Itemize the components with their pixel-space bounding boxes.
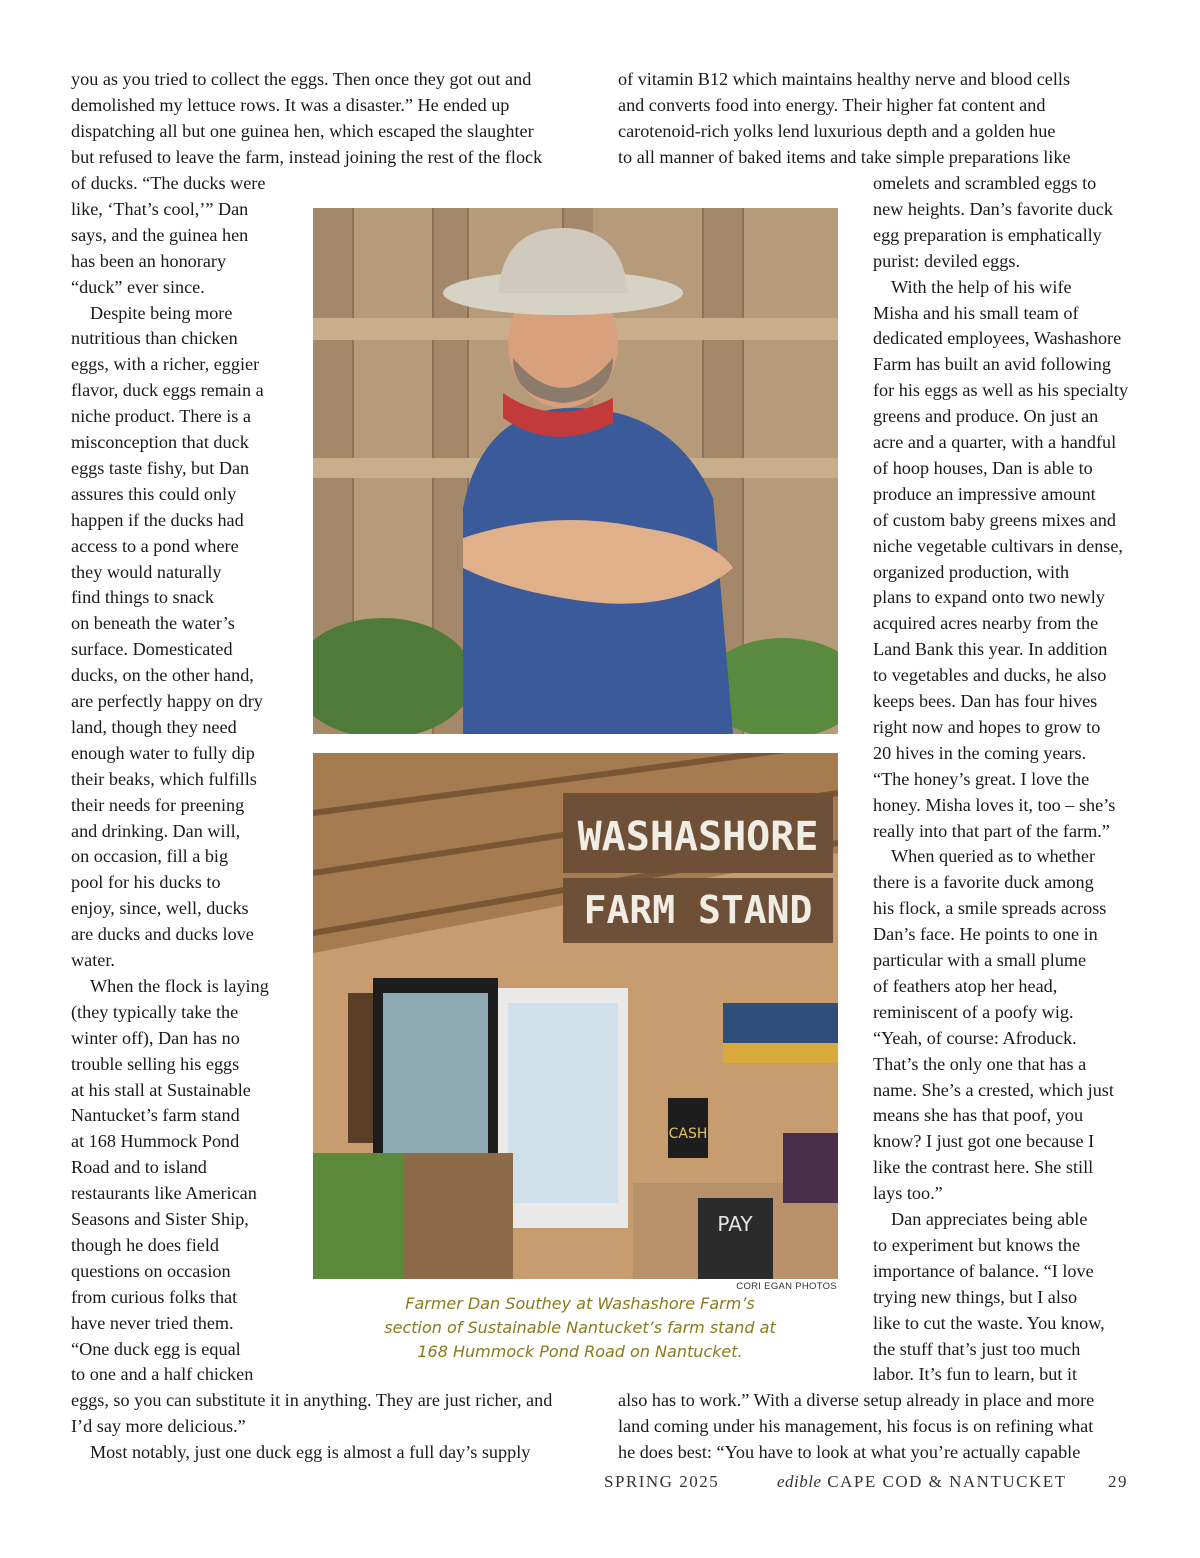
body-text-line: of ducks. “The ducks were xyxy=(71,173,266,193)
body-text-line: right now and hopes to grow to xyxy=(873,716,1101,737)
body-text-line: to experiment but knows the xyxy=(873,1234,1081,1255)
body-text-line: flavor, duck eggs remain a xyxy=(71,380,264,401)
footer-magazine-title xyxy=(777,1472,1067,1492)
body-text-line: acquired acres nearby from the xyxy=(873,613,1099,634)
body-text-line: dispatching all but one guinea hen, which escaped the slaughter xyxy=(71,120,534,141)
body-text-line: Misha and his small team of xyxy=(873,302,1079,323)
body-text-line: like the contrast here. She still xyxy=(873,1157,1094,1178)
body-text-line: their needs for preening xyxy=(71,794,245,815)
farm-stand-photo xyxy=(313,753,838,1279)
body-text-line: omelets and scrambled eggs to xyxy=(873,173,1097,193)
body-text-line: carotenoid-rich yolks lend luxurious depth and a golden hue xyxy=(618,120,1056,141)
body-text-line: like, ‘That’s cool,’” Dan xyxy=(71,198,249,219)
body-text-line: Despite being more xyxy=(90,302,233,323)
body-text-line: organized production, with xyxy=(873,561,1070,582)
body-text-line: “duck” ever since. xyxy=(71,276,205,297)
body-text-line: he does best: “You have to look at what you’re actually capable xyxy=(618,1441,1081,1462)
body-text-line: Seasons and Sister Ship, xyxy=(71,1209,249,1229)
body-text-line: With the help of his wife xyxy=(891,276,1072,297)
body-text-line: name. She’s a crested, which just xyxy=(873,1079,1114,1100)
body-text-line: greens and produce. On just an xyxy=(873,406,1099,427)
body-text-line: to one and a half chicken xyxy=(71,1364,254,1385)
body-text-line: reminiscent of a poofy wig. xyxy=(873,1001,1074,1022)
body-text-line: on occasion, fill a big xyxy=(71,846,229,867)
body-text-line: of vitamin B12 which maintains healthy nerve and blood cells xyxy=(618,69,1071,89)
body-text-line: That’s the only one that has a xyxy=(873,1053,1087,1074)
body-text-line: plans to expand onto two newly xyxy=(873,587,1105,608)
body-text-line: really into that part of the farm.” xyxy=(873,820,1110,841)
footer-brand-name: CAPE COD & NANTUCKET xyxy=(827,1472,1067,1491)
body-text-line: from curious folks that xyxy=(71,1286,238,1307)
body-text-line: though he does field xyxy=(71,1234,219,1255)
body-text-line: to all manner of baked items and take simple preparations like xyxy=(618,146,1071,167)
body-text-line: water. xyxy=(71,950,115,970)
body-text-line: there is a favorite duck among xyxy=(873,872,1094,893)
body-text-line: demolished my lettuce rows. It was a disaster.” He ended up xyxy=(71,94,510,115)
body-text-line: eggs, so you can substitute it in anything. They are just richer, and xyxy=(71,1390,553,1410)
body-text-line: are perfectly happy on dry xyxy=(71,691,263,711)
body-text-line: questions on occasion xyxy=(71,1260,231,1281)
body-text-line: surface. Domesticated xyxy=(71,639,233,660)
caption-line: section of Sustainable Nantucket’s farm stand at xyxy=(384,1318,776,1337)
body-text-line: assures this could only xyxy=(71,483,237,504)
body-text-line: honey. Misha loves it, too – she’s xyxy=(873,794,1116,815)
body-text-line: happen if the ducks had xyxy=(71,509,244,530)
caption-line: Farmer Dan Southey at Washashore Farm’s xyxy=(405,1294,755,1313)
body-text-line: “One duck egg is equal xyxy=(71,1338,241,1359)
body-text-line: his flock, a smile spreads across xyxy=(873,898,1107,919)
body-text-line: the stuff that’s just too much xyxy=(873,1338,1081,1359)
body-text-line: Dan appreciates being able xyxy=(891,1209,1088,1229)
body-text-line: labor. It’s fun to learn, but it xyxy=(873,1364,1078,1385)
body-text-line: 20 hives in the coming years. xyxy=(873,742,1087,763)
body-text-line: has been an honorary xyxy=(71,250,227,271)
body-text-line: ducks, on the other hand, xyxy=(71,665,254,686)
body-text-line: land coming under his management, his focus is on refining what xyxy=(618,1415,1094,1436)
body-text-line: I’d say more delicious.” xyxy=(71,1415,246,1436)
photo-credit: CORI EGAN PHOTOS xyxy=(736,1281,837,1292)
pay-sign-label: PAY xyxy=(717,1212,753,1236)
body-text-line: lays too.” xyxy=(873,1183,943,1204)
body-text-line: on beneath the water’s xyxy=(71,613,235,634)
body-text-line: importance of balance. “I love xyxy=(873,1260,1094,1281)
body-text-line: acre and a quarter, with a handful xyxy=(873,432,1117,452)
body-text-line: access to a pond where xyxy=(71,535,239,556)
body-text-line: nutritious than chicken xyxy=(71,328,238,349)
caption-line: 168 Hummock Pond Road on Nantucket. xyxy=(417,1342,743,1361)
body-text-line: like to cut the waste. You know, xyxy=(873,1312,1105,1333)
body-text-line: have never tried them. xyxy=(71,1312,234,1333)
body-text-line: (they typically take the xyxy=(71,1001,239,1022)
body-text-line: of feathers atop her head, xyxy=(873,975,1058,996)
body-text-line: restaurants like American xyxy=(71,1183,257,1204)
body-text-line: Dan’s face. He points to one in xyxy=(873,924,1098,945)
body-text-line: means she has that poof, you xyxy=(873,1105,1084,1126)
page-number: 29 xyxy=(1108,1472,1128,1491)
body-text-line: enjoy, since, well, ducks xyxy=(71,898,249,919)
body-text-line: trouble selling his eggs xyxy=(71,1053,240,1074)
body-text-line: niche vegetable cultivars in dense, xyxy=(873,535,1123,556)
body-text-line: you as you tried to collect the eggs. Then once they got out and xyxy=(71,69,532,89)
body-text-line: land, though they need xyxy=(71,716,237,737)
footer-season: SPRING 2025 xyxy=(604,1472,720,1491)
body-text-line: niche product. There is a xyxy=(71,406,251,427)
body-text-line: particular with a small plume xyxy=(873,950,1087,970)
body-text-line: are ducks and ducks love xyxy=(71,924,254,945)
body-text-line: at 168 Hummock Pond xyxy=(71,1131,240,1152)
body-text-line: pool for his ducks to xyxy=(71,872,221,893)
body-text-line: of custom baby greens mixes and xyxy=(873,509,1116,530)
body-text-line: know? I just got one because I xyxy=(873,1131,1095,1152)
sign-washashore: WASHASHORE xyxy=(577,814,819,860)
body-text-line: but refused to leave the farm, instead joining the rest of the flock xyxy=(71,146,543,167)
body-text-line: also has to work.” With a diverse setup already in place and more xyxy=(618,1390,1095,1410)
body-text-line: produce an impressive amount xyxy=(873,483,1096,504)
body-text-line: Nantucket’s farm stand xyxy=(71,1105,240,1126)
body-text-line: enough water to fully dip xyxy=(71,742,255,763)
body-text-line: Farm has built an avid following xyxy=(873,354,1111,375)
body-text-line: purist: deviled eggs. xyxy=(873,250,1020,271)
body-text-line: Road and to island xyxy=(71,1157,207,1178)
cash-box-label: CASH xyxy=(668,1126,708,1142)
body-text-line: new heights. Dan’s favorite duck xyxy=(873,198,1113,219)
footer-brand-edible: edible xyxy=(777,1472,822,1491)
body-text-line: When queried as to whether xyxy=(891,846,1096,867)
body-text-line: they would naturally xyxy=(71,561,222,582)
body-text-line: trying new things, but I also xyxy=(873,1286,1078,1307)
body-text-line: keeps bees. Dan has four hives xyxy=(873,691,1098,711)
body-text-line: says, and the guinea hen xyxy=(71,224,249,245)
body-text-line: “The honey’s great. I love the xyxy=(873,768,1090,789)
body-text-line: “Yeah, of course: Afroduck. xyxy=(873,1027,1077,1048)
body-text-line: When the flock is laying xyxy=(90,975,269,996)
body-text-line: and converts food into energy. Their higher fat content and xyxy=(618,94,1046,115)
body-text-line: egg preparation is emphatically xyxy=(873,224,1102,245)
body-text-line: misconception that duck xyxy=(71,432,249,452)
body-text-line: their beaks, which fulfills xyxy=(71,768,257,789)
body-text-line: dedicated employees, Washashore xyxy=(873,328,1122,349)
body-text-line: Most notably, just one duck egg is almost a full day’s supply xyxy=(90,1441,531,1462)
body-text-line: eggs taste fishy, but Dan xyxy=(71,457,250,478)
body-text-line: eggs, with a richer, eggier xyxy=(71,354,260,375)
body-text-line: and drinking. Dan will, xyxy=(71,820,241,841)
body-text-line: for his eggs as well as his specialty xyxy=(873,380,1129,401)
body-text-line: at his stall at Sustainable xyxy=(71,1079,251,1100)
body-text-line: find things to snack xyxy=(71,587,214,608)
sign-farm-stand: FARM STAND xyxy=(583,888,813,932)
body-text-line: winter off), Dan has no xyxy=(71,1027,240,1048)
body-text-line: of hoop houses, Dan is able to xyxy=(873,457,1093,478)
body-text-line: Land Bank this year. In addition xyxy=(873,639,1108,660)
farmer-portrait-photo xyxy=(313,208,838,734)
body-text-line: to vegetables and ducks, he also xyxy=(873,665,1107,686)
